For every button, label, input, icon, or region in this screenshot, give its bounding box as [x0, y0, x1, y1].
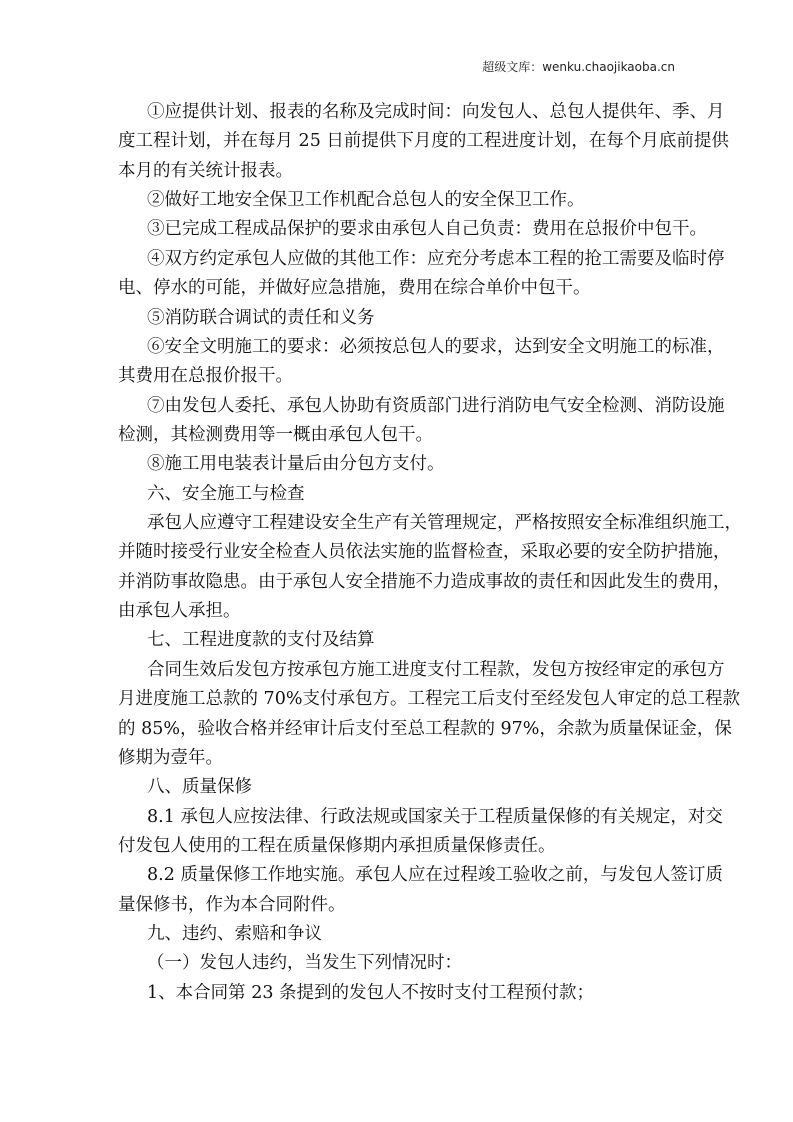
- paragraph-line: 1、本合同第 23 条提到的发包人不按时支付工程预付款；: [147, 982, 595, 1003]
- paragraph: [118, 480, 675, 509]
- paragraph: [118, 861, 723, 920]
- paragraph-line: 月进度施工总款的 70%支付承包方。工程完工后支付至经发包人审定的总工程款: [118, 689, 740, 710]
- paragraph: [118, 245, 725, 304]
- paragraph: [118, 979, 675, 1008]
- paragraph-line: 修期为壹年。: [118, 747, 223, 768]
- paragraph-line: ⑧施工用电装表计量后由分包方支付。: [147, 454, 445, 475]
- paragraph-line: 度工程计划，并在每月 25 日前提供下月度的工程进度计划，在每个月底前提供: [118, 131, 729, 152]
- paragraph-line: 承包人应遵守工程建设安全生产有关管理规定，严格按照安全标准组织施工，: [147, 513, 742, 534]
- paragraph: [118, 450, 675, 479]
- paragraph-line: 付发包人使用的工程在质量保修期内承担质量保修责任。: [118, 835, 556, 856]
- page-header-source: 超级文库：wenku.chaojikaoba.cn: [482, 60, 675, 74]
- paragraph-line: 八、质量保修: [147, 777, 252, 798]
- paragraph-line: 并随时接受行业安全检查人员依法实施的监督检查，采取必要的安全防护措施，: [118, 542, 731, 563]
- paragraph-line: 九、违约、索赔和争议: [147, 924, 322, 945]
- paragraph: [118, 215, 707, 244]
- paragraph-line: 量保修书，作为本合同附件。: [118, 894, 346, 915]
- paragraph-line: 七、工程进度款的支付及结算: [147, 630, 375, 651]
- paragraph: [118, 803, 723, 862]
- paragraph-line: （一）发包人违约，当发生下列情况时：: [147, 953, 462, 974]
- paragraph: [118, 304, 675, 333]
- paragraph-line: 合同生效后发包方按承包方施工进度支付工程款，发包方按经审定的承包方: [147, 659, 725, 680]
- paragraph-line: ④双方约定承包人应做的其他工作：应充分考虑本工程的抢工需要及临时停: [147, 248, 725, 269]
- paragraph-line: ①应提供计划、报表的名称及完成时间：向发包人、总包人提供年、季、月: [147, 102, 725, 122]
- paragraph-line: 检测，其检测费用等一概由承包人包干。: [118, 424, 433, 445]
- paragraph-line: ⑤消防联合调试的责任和义务: [147, 307, 375, 328]
- paragraph: [118, 920, 675, 949]
- paragraph-line: 由承包人承担。: [118, 601, 241, 622]
- paragraph-line: 本月的有关统计报表。: [118, 160, 293, 181]
- paragraph-line: 六、安全施工与检查: [147, 483, 305, 504]
- paragraph-line: 的 85%，验收合格并经审计后支付至总工程款的 97%，余款为质量保证金，保: [118, 718, 732, 739]
- paragraph-line: 电、停水的可能，并做好应急措施，费用在综合单价中包干。: [118, 278, 591, 299]
- paragraph-line: ③已完成工程成品保护的要求由承包人自己负责：费用在总报价中包干。: [147, 219, 707, 240]
- paragraph: [118, 656, 740, 773]
- paragraph-line: ⑥安全文明施工的要求：必须按总包人的要求，达到安全文明施工的标准，: [147, 336, 725, 357]
- paragraph: [118, 949, 675, 978]
- paragraph: [118, 626, 675, 655]
- paragraph: [118, 392, 725, 451]
- paragraph-line: ⑦由发包人委托、承包人协助有资质部门进行消防电气安全检测、消防设施: [147, 395, 725, 416]
- paragraph: [118, 333, 725, 392]
- paragraph: [118, 98, 729, 186]
- paragraph-line: 8.2 质量保修工作地实施。承包人应在过程竣工验收之前，与发包人签订质: [147, 865, 723, 886]
- paragraph-line: ②做好工地安全保卫工作机配合总包人的安全保卫工作。: [147, 190, 585, 211]
- paragraph: [118, 186, 675, 215]
- paragraph-line: 8.1 承包人应按法律、行政法规或国家关于工程质量保修的有关规定，对交: [147, 806, 723, 827]
- paragraph: [118, 509, 742, 626]
- document-body: [118, 98, 742, 1008]
- paragraph-line: 其费用在总报价报干。: [118, 366, 293, 387]
- paragraph-line: 并消防事故隐患。由于承包人安全措施不力造成事故的责任和因此发生的费用，: [118, 571, 731, 592]
- paragraph: [118, 773, 675, 802]
